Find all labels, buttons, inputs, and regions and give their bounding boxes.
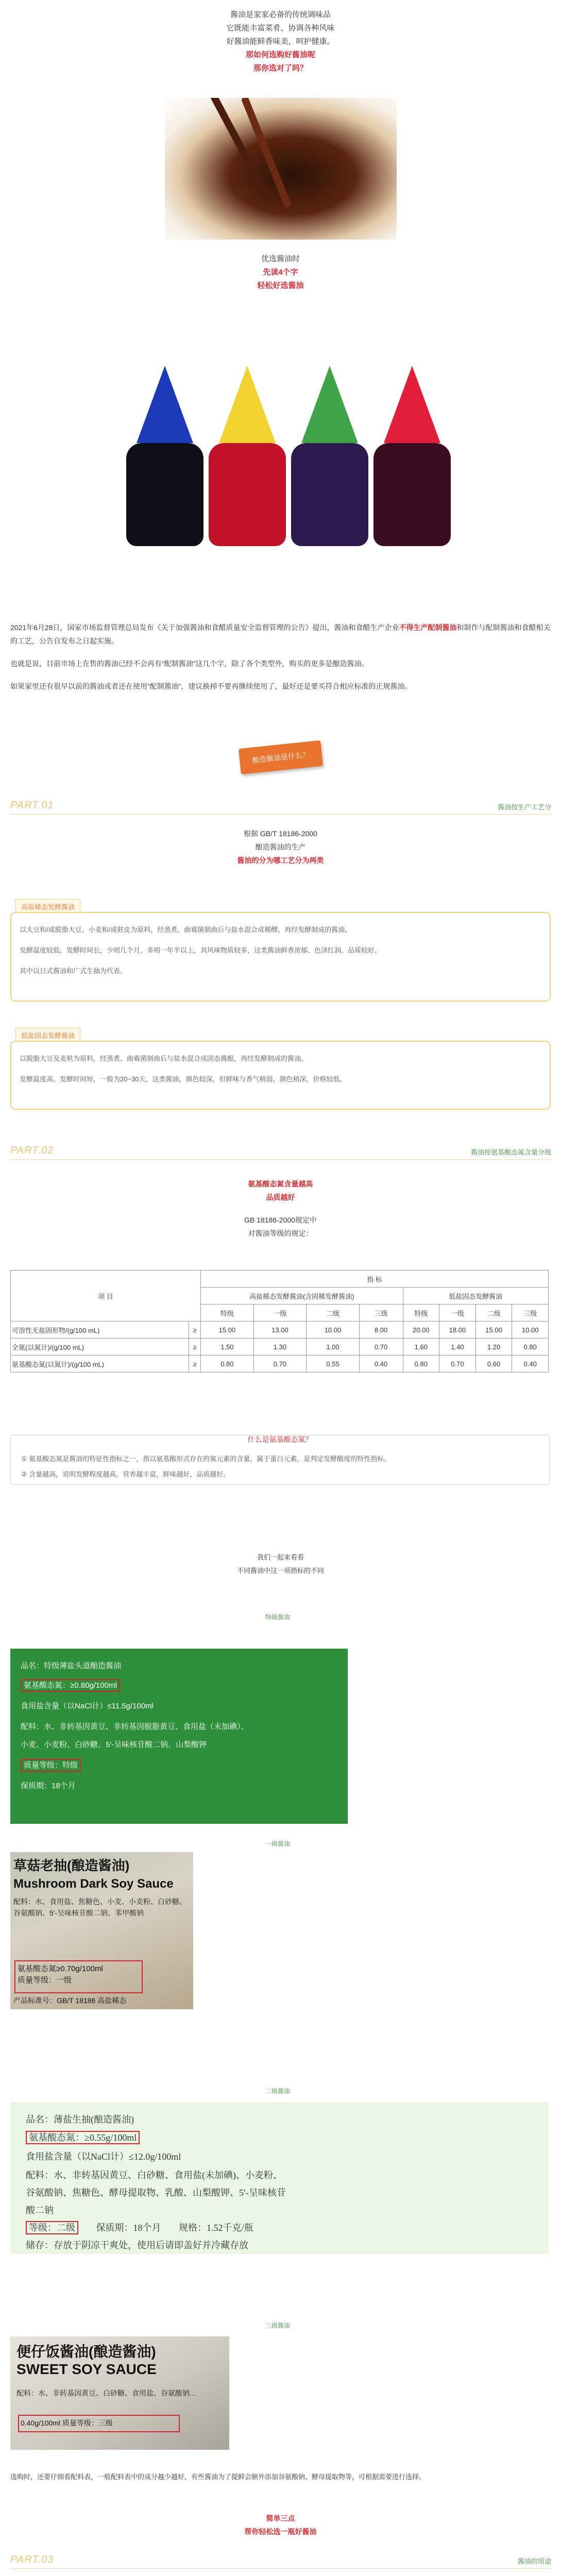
text-line: 选购时，还要仔细看配料表，一般配料表中的成分越少越好，有些酱油为了提鲜会额外添加谷氨酸钠、酵母提取物等，可根据需要进行选择。 [10, 2473, 426, 2481]
table-level: 三级 [512, 1304, 549, 1321]
photo-text: 0.40g/100ml 质量等级：三级 [21, 2419, 113, 2427]
second-grade-label-photo [10, 2102, 549, 2254]
label-line: 酸二钠 [26, 2205, 54, 2215]
part3-intro [0, 2512, 561, 2538]
label-line: 储存：存放于阴凉干爽处，使用后请即盖好并冷藏存放 [26, 2240, 248, 2250]
label-line: 配料：水、非转基因黄豆、非转基因脱脂黄豆、食用盐（未加碘）、 [21, 1722, 249, 1731]
text-line: 轻松好选酱油 [257, 281, 304, 290]
intro-line: 好酱油能鲜香味美，呵护健康。 [226, 37, 335, 46]
box-text: 以大豆和/或脱脂大豆、小麦和/或麸皮为原料，经蒸煮、曲霉菌制曲后与盐水混合成稀醪，再经发酵制成的酱油。 [20, 926, 352, 934]
tag-high-salt: 高盐稀态发酵酱油 [15, 899, 80, 914]
intro-line: 那你选对了吗？ [253, 64, 308, 73]
photo-text: 配料：水、非转基因黄豆、白砂糖、食用盐、谷氨酸钠... [16, 2389, 196, 2397]
low-salt-box [10, 1041, 551, 1110]
news-text-3: 如果家里还有很早以前的酱油或者还在使用“配制酱油”，建议换掉不要再继续使用了，最好还是要买符合相应标准的正规酱油。 [10, 682, 412, 690]
photo-text: 质量等级：一级 [18, 1976, 72, 1985]
text-line: GB 18186-2000规定中 [244, 1216, 317, 1224]
part-right: 酱油按生产工艺分 [497, 803, 551, 811]
table-level: 二级 [475, 1304, 512, 1321]
label-highlight: 质量等级：特级 [21, 1759, 81, 1772]
intro-line: 它既能丰富菜肴、协调各种风味 [226, 24, 335, 32]
part-label: PART.03 [10, 2554, 54, 2565]
bottle-blue [134, 366, 196, 546]
label-highlight: 氨基酸态氮：≥0.55g/100ml [26, 2131, 140, 2144]
table-head-top: 指 标 [201, 1270, 549, 1287]
label-highlight: 等级：二级 [26, 2221, 78, 2234]
note-line: ② 含量越高，说明发酵程度越高，营养越丰富，鲜味越好，品质越好。 [21, 1470, 230, 1478]
photo-text: SWEET SOY SAUCE [16, 2361, 157, 2377]
table-level: 特级 [201, 1304, 254, 1321]
label-highlight: 氨基酸态氮：≥0.80g/100ml [21, 1679, 120, 1692]
text-line: 不同酱油中这一项指标的不同 [236, 1567, 324, 1574]
table-group: 低盐固态发酵酱油 [403, 1287, 548, 1304]
mushroom-soy-photo [10, 1852, 193, 2009]
soy-sauce-button[interactable]: 酿造酱油是什么？ [239, 740, 323, 774]
sweet-soy-photo [10, 2336, 229, 2450]
tag-third-grade: 三级酱油 [265, 2322, 291, 2329]
label-line: 品名：薄盐生抽(酿造酱油) [26, 2114, 134, 2125]
table-row: 氨基酸态氮(以氮计)/(g/100 mL) ≥ 0.80 0.70 0.55 0.40 0.80 0.70 0.60 0.40 [11, 1355, 549, 1372]
table-level: 三级 [359, 1304, 403, 1321]
section-intro-2 [0, 252, 561, 293]
text-line: 对酱油等级的规定： [248, 1229, 313, 1238]
photo-text: 产品标准号：GB/T 18186 高盐稀态 [13, 1996, 127, 2005]
tag-first-grade: 一级酱油 [265, 1840, 291, 1848]
text-line: 优选酱油时 [261, 255, 300, 263]
text-line: 简单三点 [266, 2514, 295, 2522]
text-line: 先读4个字 [263, 268, 298, 277]
photo-text: Mushroom Dark Soy Sauce [13, 1877, 174, 1891]
label-line: 规格：1.52千克/瓶 [179, 2223, 253, 2233]
photo-text: 便仔饭酱油(酿造酱油) [16, 2344, 156, 2360]
colored-bottles-photo [103, 325, 458, 546]
label-line: 品名：特级薄盐头道酿造酱油 [21, 1662, 122, 1670]
table-row: 可溶性无盐固形物/(g/100 mL) ≥ 15.00 13.00 10.00 8.00 20.00 18.00 15.00 10.00 [11, 1321, 549, 1338]
table-level: 一级 [253, 1304, 307, 1321]
text-line: 氨基酸态氮含量越高 [248, 1180, 313, 1188]
tag-premium-grade: 特级酱油 [265, 1614, 291, 1621]
box-text: 以脱脂大豆及麦麸为原料，经蒸煮、曲霉菌制曲后与盐水混合成固态酱醅，再经发酵制成的酱油。 [20, 1055, 308, 1062]
label-line: 食用盐含量（以NaCl计）≤11.5g/100ml [21, 1702, 154, 1710]
table-level: 二级 [307, 1304, 360, 1321]
text-line: 我们一起来看看 [257, 1553, 304, 1561]
photo-text: 配料：水、食用盐、焦糖色、小麦、小麦粉、白砂糖、谷氨酸钠、5′-呈味核苷酸二钠、苯甲酸钠 [13, 1897, 186, 1917]
table-level: 一级 [439, 1304, 476, 1321]
intro-text [0, 8, 561, 75]
high-salt-box [10, 912, 551, 1002]
bottle-yellow [216, 366, 278, 546]
label-line: 保质期：18个月 [96, 2223, 161, 2233]
photo-text: 氨基酸态氮≥0.70g/100ml [18, 1964, 103, 1973]
part-01-bar [10, 799, 551, 815]
table-head-item: 项 目 [11, 1270, 201, 1321]
table-group: 高盐稀态发酵酱油(含固稀发酵酱油) [201, 1287, 403, 1304]
label-line: 保质期：18个月 [21, 1782, 76, 1790]
news-text: 和制作与配制酱油和食醋相关的工艺，公告自发布之日起实施。 [10, 623, 551, 645]
news-paragraph [0, 621, 561, 693]
part-right: 酱油按氨基酸态氮含量分级 [470, 1148, 551, 1156]
label-line: 小麦、小麦粉、白砂糖、5′-呈味核苷酸二钠、山梨酸钾 [21, 1740, 207, 1749]
photo-text: 草菇老抽(酿造酱油) [13, 1858, 130, 1873]
text-line: 品质越好 [266, 1193, 295, 1201]
bottle-green [299, 366, 361, 546]
news-text: 2021年6月28日，国家市场监督管理总局发布《关于加强酱油和食醋质量安全监督管理的公告》提出，酱油和食醋生产企业 [10, 623, 399, 632]
table-row: 全氮(以氮计)/(g/100 mL) ≥ 1.50 1.30 1.00 0.70 1.60 1.40 1.20 0.80 [11, 1338, 549, 1355]
text-line: 根据 GB/T 18186-2000 [244, 829, 317, 838]
tag-low-salt: 低盐固态发酵酱油 [15, 1028, 80, 1043]
soy-sauce-photo [165, 98, 397, 240]
part-label: PART.02 [10, 1145, 54, 1156]
news-text-2: 也就是说，目前市场上在售的酱油已经不会再有“配制酱油”这几个字，除了各个类型外，购买的更多是酿造酱油。 [10, 659, 369, 668]
compare-intro [0, 1551, 561, 1578]
part-02-bar [10, 1144, 551, 1160]
grade-standard-table [10, 1270, 549, 1372]
label-line: 配料：水、非转基因黄豆、白砂糖、食用盐(未加碘)、小麦粉、 [26, 2170, 282, 2180]
bottle-red [381, 366, 443, 546]
box-text: 其中以日式酱油和广式生抽为代表。 [20, 967, 127, 975]
box-text: 发酵温度较低、发酵时间长，少则几个月，多则一年半以上，其风味物质较多，这类酱油鲜香浓郁、色泽红润、品质较好。 [20, 946, 382, 954]
tag-second-grade: 二级酱油 [265, 2088, 291, 2095]
label-line: 谷氨酸钠、焦糖色、酵母提取物、乳酸、山梨酸钾、5′-呈味核苷 [26, 2188, 286, 2198]
part-label: PART.01 [10, 800, 54, 811]
part-03-bar [10, 2553, 551, 2569]
table-level: 特级 [403, 1304, 439, 1321]
text-line: 酱油的分为哪工艺分为两类 [237, 856, 324, 865]
intro-line: 酱油是家家必备的传统调味品 [230, 10, 331, 19]
box-text: 发酵温度高、发酵时间短，一般为20~30天。这类酱油，颜色较深，但鲜味与香气稍弱，颜色稍深，价格较低。 [20, 1075, 347, 1083]
bottom-paragraph [0, 2470, 561, 2484]
note-line: ① 氨基酸态氮是酱油的特征性指标之一，指以氨基酸形式存在的氮元素的含量。属于蛋白元素，是判定发酵酸度的特性指标。 [21, 1455, 391, 1463]
intro-line: 那如何选购好酱油呢 [245, 50, 315, 59]
premium-label-photo [10, 1649, 348, 1824]
part2-intro [0, 1177, 561, 1240]
amino-nitrogen-note [10, 1435, 550, 1485]
part1-intro [0, 827, 561, 867]
news-highlight: 不得生产配制酱油 [399, 623, 457, 632]
text-line: 酿造酱油的生产 [255, 843, 306, 851]
part-right: 酱油的用途 [517, 2557, 551, 2565]
note-title: 什么是氨基酸态氮？ [247, 1435, 313, 1444]
text-line: 帮你轻松选一瓶好酱油 [244, 2528, 317, 2536]
label-line: 食用盐含量（以NaCl计）≤12.0g/100ml [26, 2151, 181, 2162]
